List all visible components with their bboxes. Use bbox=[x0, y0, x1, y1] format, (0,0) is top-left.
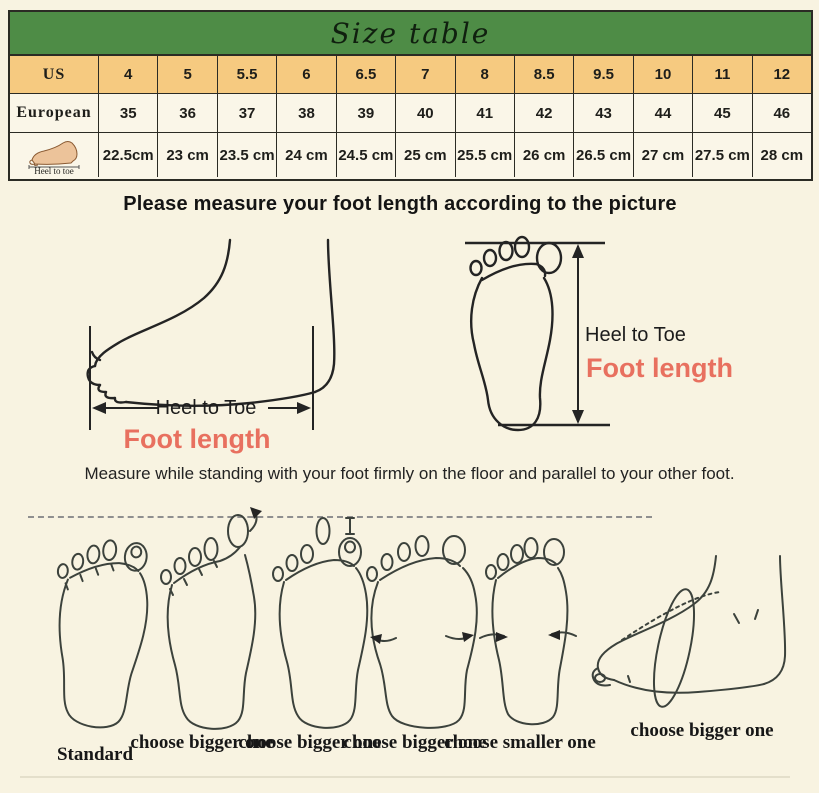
measure-heading: Please measure your foot length according to the picture bbox=[123, 193, 677, 215]
us-size-cell: 8 bbox=[455, 56, 514, 93]
us-size-cell: 6 bbox=[276, 56, 335, 93]
eu-size-cell: 41 bbox=[455, 94, 514, 132]
fit-label-bigger-3: choose bigger one bbox=[343, 732, 487, 753]
length-cell: 23.5 cm bbox=[217, 133, 276, 177]
size-table-title: Size table bbox=[330, 16, 491, 50]
eu-size-cell: 46 bbox=[752, 94, 811, 132]
narrow-foot-icon bbox=[468, 518, 584, 742]
eu-size-cell: 39 bbox=[336, 94, 395, 132]
bottom-divider bbox=[20, 776, 790, 778]
length-cell: 25 cm bbox=[395, 133, 454, 177]
fit-label-standard: Standard bbox=[56, 744, 134, 765]
top-view-foot-length-label: Foot length bbox=[586, 353, 733, 383]
eu-size-cell: 38 bbox=[276, 94, 335, 132]
us-size-cell: 8.5 bbox=[514, 56, 573, 93]
heel-to-toe-foot-icon bbox=[25, 139, 83, 169]
side-view-foot-length-label: Foot length bbox=[123, 424, 271, 454]
us-size-cell: 7 bbox=[395, 56, 454, 93]
eu-size-cell: 45 bbox=[692, 94, 751, 132]
length-cell: 26.5 cm bbox=[573, 133, 632, 177]
heel-row-header bbox=[10, 133, 98, 179]
table-row-european bbox=[10, 93, 811, 132]
length-cell: 26 cm bbox=[514, 133, 573, 177]
us-size-cell: 9.5 bbox=[573, 56, 632, 93]
heel-icon-caption: Heel to toe bbox=[34, 165, 74, 176]
long-big-toe-foot-icon bbox=[150, 505, 270, 745]
eu-size-cell: 44 bbox=[633, 94, 692, 132]
us-size-cell: 5 bbox=[157, 56, 216, 93]
length-cell: 24 cm bbox=[276, 133, 335, 177]
us-row-header: US bbox=[10, 56, 98, 93]
table-row-heel-to-toe bbox=[10, 132, 811, 179]
length-cell: 28 cm bbox=[752, 133, 811, 177]
table-row-us bbox=[10, 56, 811, 93]
fit-label-bigger-4: choose bigger one bbox=[630, 720, 774, 741]
eu-size-cell: 40 bbox=[395, 94, 454, 132]
us-size-cell: 4 bbox=[98, 56, 157, 93]
eu-size-cell: 36 bbox=[157, 94, 216, 132]
size-table bbox=[8, 10, 813, 181]
eu-size-cell: 42 bbox=[514, 94, 573, 132]
eu-size-cell: 37 bbox=[217, 94, 276, 132]
high-instep-foot-icon bbox=[588, 552, 800, 740]
length-cell: 27.5 cm bbox=[692, 133, 751, 177]
eu-size-cell: 43 bbox=[573, 94, 632, 132]
us-size-cell: 10 bbox=[633, 56, 692, 93]
length-cell: 22.5cm bbox=[98, 133, 157, 177]
length-cell: 25.5 cm bbox=[455, 133, 514, 177]
length-cell: 24.5 cm bbox=[336, 133, 395, 177]
fit-label-bigger-2: choose bigger one bbox=[238, 732, 382, 753]
us-size-cell: 6.5 bbox=[336, 56, 395, 93]
length-cell: 27 cm bbox=[633, 133, 692, 177]
us-size-cell: 11 bbox=[692, 56, 751, 93]
us-size-cell: 5.5 bbox=[217, 56, 276, 93]
side-view-heel-to-toe-label: Heel to Toe bbox=[155, 397, 257, 419]
eu-size-cell: 35 bbox=[98, 94, 157, 132]
european-row-header: European bbox=[10, 94, 98, 132]
size-table-title-bar bbox=[10, 12, 811, 56]
measure-note: Measure while standing with your foot firmly on the floor and parallel to your other foot. bbox=[84, 464, 735, 483]
length-cell: 23 cm bbox=[157, 133, 216, 177]
fit-label-smaller: choose smaller one bbox=[444, 732, 596, 753]
us-size-cell: 12 bbox=[752, 56, 811, 93]
fit-label-bigger-1: choose bigger one bbox=[130, 732, 274, 753]
top-view-heel-to-toe-label: Heel to Toe bbox=[585, 324, 686, 346]
